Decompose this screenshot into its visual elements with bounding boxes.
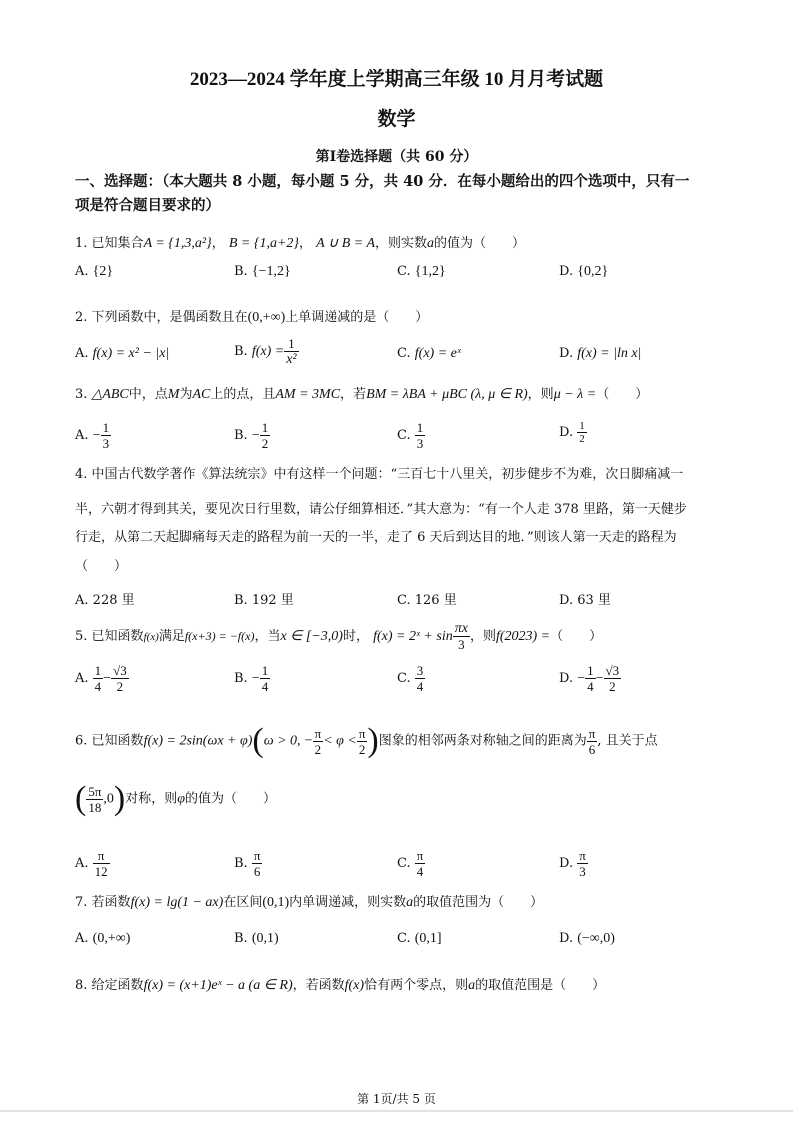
option-text: f(x) = x² − |x| — [92, 346, 170, 361]
option-c — [397, 346, 461, 362]
question-5 — [75, 621, 602, 652]
instruction-line-1: 一、选择题：（本大题共 8 小题，每小题 5 分，共 40 分．在每小题给出的四个选项中，只有一 — [75, 173, 690, 190]
option-label: D. — [559, 856, 574, 871]
option-a — [75, 848, 110, 879]
stem-text: 中，点 — [128, 387, 168, 402]
page-number: 第 1页/共 5 页 — [357, 1092, 436, 1106]
stem-text: ，则 — [469, 629, 496, 644]
denominator: 2 — [116, 679, 124, 694]
question-number: 2. — [75, 310, 88, 325]
math-expr: f(x) = 2sin(ωx + φ) — [143, 733, 253, 749]
math-expr: (0,1) — [262, 895, 290, 910]
denominator: x² — [286, 352, 297, 367]
option-d — [559, 589, 611, 608]
option-b — [234, 931, 279, 947]
numerator: √3 — [113, 663, 127, 678]
option-label: D. — [559, 593, 574, 608]
option-label: C. — [397, 931, 411, 946]
numerator: 1 — [261, 663, 269, 678]
question-4-line-3: 行走，从第二天起脚痛每天走的路程为前一天的一半，走了 6 天后到达目的地．”则该人第一天走的路程为 — [75, 530, 677, 545]
question-7 — [75, 891, 543, 911]
option-text: 192 里 — [251, 593, 294, 608]
math-expr: AC — [192, 387, 211, 402]
stem-text: ，若 — [340, 387, 367, 402]
stem-text: ，则实数 — [375, 236, 428, 251]
math-expr: a — [427, 236, 435, 251]
question-number: 7. — [75, 895, 88, 910]
option-label: C. — [397, 346, 411, 361]
math-expr: (0,+∞) — [247, 310, 286, 325]
math-expr: △ABC — [91, 387, 129, 402]
option-c — [397, 931, 442, 947]
sign: − — [251, 428, 260, 443]
question-4-line-2: 半，六朝才得到其关，要见次日行里数，请公仔细算相还．”其大意为：“有一个人走 378 里路，第一天健步 — [75, 502, 687, 517]
denominator: 4 — [416, 864, 424, 879]
option-label: D. — [559, 671, 574, 686]
option-text: {−1,2} — [251, 264, 291, 279]
option-label: D. — [559, 346, 574, 361]
option-d — [559, 346, 641, 362]
numerator: 1 — [284, 336, 298, 352]
option-text: f(x) = eˣ — [414, 346, 461, 361]
math-expr: f(x) = (x+1)eˣ − a (a ∈ R) — [143, 978, 293, 993]
option-label: C. — [397, 593, 411, 608]
option-label: B. — [234, 593, 248, 608]
instruction-line-2: 项是符合题目要求的） — [75, 197, 220, 214]
option-a — [75, 663, 129, 694]
option-label: C. — [397, 428, 411, 443]
stem-text: ， — [211, 236, 225, 251]
option-label: B. — [234, 344, 248, 359]
stem-text: 若函数 — [91, 895, 131, 910]
stem-text: 上单调递减的是（ ） — [285, 310, 429, 325]
question-number: 8. — [75, 978, 88, 993]
option-d — [559, 931, 615, 947]
option-label: A. — [75, 346, 89, 361]
stem-text: 图象的相邻两条对称轴之间的距离为 — [378, 733, 587, 749]
option-b — [234, 848, 262, 879]
option-label: C. — [397, 856, 411, 871]
math-expr: A ∪ B = A — [316, 236, 376, 251]
math-expr: f(x) — [143, 631, 159, 643]
option-label: B. — [234, 856, 248, 871]
stem-text: , 且关于点 — [597, 733, 658, 749]
option-c — [397, 589, 457, 608]
stem-text: 的值为（ ） — [185, 791, 277, 807]
stem-text: 的值为（ ） — [434, 236, 526, 251]
option-label: B. — [234, 428, 248, 443]
math-expr: BM = λBA + μBC (λ, μ ∈ R) — [366, 387, 528, 402]
numerator: 1 — [416, 420, 424, 435]
question-number: 5. — [75, 629, 88, 644]
math-expr: φ — [177, 791, 185, 807]
option-d — [559, 663, 621, 694]
denominator: 3 — [102, 436, 110, 451]
numerator: π — [579, 848, 586, 863]
stem-text: 对称，则 — [125, 791, 178, 807]
denominator: 3 — [579, 864, 586, 879]
math-expr: f(x) = 2ˣ + sin — [373, 629, 453, 644]
math-expr: a — [406, 895, 414, 910]
option-text: {1,2} — [414, 264, 446, 279]
math-expr: f(2023) = — [495, 629, 551, 644]
stem-text: 的取值范围是（ ） — [475, 978, 606, 993]
option-text: (−∞,0) — [577, 931, 615, 946]
denominator: 12 — [94, 864, 108, 879]
numerator: 1 — [102, 420, 110, 435]
option-b — [234, 336, 299, 367]
exam-title: 2023—2024 学年度上学期高三年级 10 月月考试题 — [189, 69, 604, 90]
option-d — [559, 420, 587, 445]
denominator: 4 — [416, 679, 424, 694]
question-2 — [75, 306, 428, 326]
operator: − — [103, 671, 112, 686]
sign: − — [92, 428, 101, 443]
option-text: (0,+∞) — [92, 931, 131, 946]
denominator: 4 — [587, 679, 594, 694]
stem-text: （ ） — [596, 387, 649, 402]
question-3 — [75, 383, 648, 403]
math-expr: M — [167, 387, 180, 402]
question-8 — [75, 974, 605, 994]
sign: − — [577, 671, 586, 686]
option-label: A. — [75, 856, 89, 871]
option-label: C. — [397, 264, 411, 279]
stem-text: 为 — [179, 387, 193, 402]
option-text: {2} — [92, 264, 114, 279]
option-c — [397, 848, 425, 879]
question-number: 4. — [75, 467, 88, 482]
option-text: {0,2} — [577, 264, 609, 279]
option-text: 228 里 — [92, 593, 135, 608]
denominator: 4 — [261, 679, 269, 694]
stem-text: 下列函数中，是偶函数且在 — [91, 310, 248, 325]
question-4-line-4: （ ） — [75, 559, 128, 574]
denominator: 3 — [416, 436, 424, 451]
stem-text: （ ） — [550, 629, 603, 644]
sign: − — [251, 671, 260, 686]
question-4 — [75, 463, 683, 482]
numerator: 1 — [587, 663, 594, 678]
option-a — [75, 931, 130, 947]
numerator: π — [588, 725, 596, 741]
math-expr: < φ < — [323, 733, 357, 749]
math-expr: f(x) = lg(1 − ax) — [130, 895, 224, 910]
stem-text: 时， — [342, 629, 369, 644]
option-label: A. — [75, 428, 89, 443]
question-number: 1. — [75, 236, 88, 251]
bottom-divider — [0, 1110, 793, 1112]
math-expr: f(x+3) = −f(x) — [184, 629, 255, 643]
numerator: 1 — [261, 420, 269, 435]
question-number: 6. — [75, 733, 88, 749]
option-label: A. — [75, 671, 89, 686]
numerator: π — [314, 725, 322, 741]
option-c — [397, 663, 425, 694]
stem-text: 满足 — [158, 629, 185, 644]
denominator: 6 — [588, 741, 596, 757]
option-text: f(x) = |ln x| — [577, 346, 642, 361]
question-number: 3. — [75, 387, 88, 402]
stem-text: 在区间 — [223, 895, 263, 910]
denominator: 2 — [358, 741, 366, 757]
option-label: D. — [559, 931, 574, 946]
option-b — [234, 264, 291, 280]
math-expr: B = {1,a+2} — [228, 236, 300, 251]
stem-text: 内单调递减，则实数 — [289, 895, 407, 910]
option-d — [559, 848, 588, 879]
option-text: f(x) = — [251, 344, 285, 359]
stem-text: 已知集合 — [91, 236, 144, 251]
option-label: D. — [559, 425, 574, 440]
denominator: 2 — [609, 679, 616, 694]
denominator: 3 — [458, 637, 465, 652]
denominator: 2 — [261, 436, 269, 451]
option-b — [234, 589, 294, 608]
option-text: (0,1] — [414, 931, 442, 946]
option-a — [75, 420, 111, 451]
stem-text: ，当 — [254, 629, 281, 644]
denominator: 18 — [88, 799, 102, 815]
option-label: A. — [75, 593, 89, 608]
stem-text: 已知函数 — [91, 629, 144, 644]
option-label: B. — [234, 671, 248, 686]
denominator: 2 — [579, 433, 585, 445]
numerator: πx — [454, 621, 468, 636]
stem-text: 恰有两个零点，则 — [364, 978, 469, 993]
stem-text: 已知函数 — [91, 733, 144, 749]
numerator: √3 — [605, 663, 620, 678]
denominator: 2 — [314, 741, 322, 757]
option-c — [397, 264, 446, 280]
math-expr: AM = 3MC — [275, 387, 341, 402]
numerator: π — [416, 848, 424, 863]
subject-title: 数学 — [377, 108, 416, 130]
stem-line: 中国古代数学著作《算法统宗》中有这样一个问题：“三百七十八里关，初步健步不为难，次日脚痛减一 — [91, 467, 684, 482]
stem-text: 给定函数 — [91, 978, 144, 993]
option-label: A. — [75, 264, 89, 279]
option-label: C. — [397, 671, 411, 686]
math-expr: A = {1,3,a²} — [143, 236, 212, 251]
math-expr: f(x) — [344, 978, 365, 993]
math-expr: μ − λ = — [553, 387, 597, 402]
math-expr: x ∈ [−3,0) — [280, 629, 343, 644]
option-text: 63 里 — [577, 593, 611, 608]
numerator: π — [358, 725, 366, 741]
numerator: π — [93, 848, 110, 864]
option-label: B. — [234, 264, 248, 279]
option-c — [397, 420, 425, 451]
option-a — [75, 264, 113, 280]
option-d — [559, 264, 608, 280]
question-1 — [75, 232, 525, 252]
stem-text: 上的点，且 — [210, 387, 276, 402]
question-6-line-2: ( $\frac{5\pi}{18}$ ,0)对称，则φ的值为（ ） — [75, 780, 277, 817]
option-label: A. — [75, 931, 89, 946]
option-a — [75, 346, 169, 362]
numerator: 1 — [579, 420, 585, 432]
option-a — [75, 589, 135, 608]
operator: − — [595, 671, 604, 686]
math-expr: a — [468, 978, 476, 993]
numerator: π — [253, 848, 261, 863]
denominator: 6 — [253, 864, 261, 879]
option-text: (0,1) — [251, 931, 279, 946]
option-b — [234, 663, 270, 694]
numerator: 1 — [94, 663, 102, 678]
numerator: 3 — [416, 663, 424, 678]
option-b — [234, 420, 270, 451]
denominator: 4 — [94, 679, 102, 694]
stem-text: ，若函数 — [292, 978, 345, 993]
numerator: 5π — [88, 783, 102, 799]
stem-text: 的取值范围为（ ） — [413, 895, 544, 910]
stem-text: ， — [299, 236, 313, 251]
section-heading: 第Ⅰ卷选择题（共 60 分） — [315, 149, 478, 165]
option-text: 126 里 — [414, 593, 457, 608]
stem-text: ，则 — [527, 387, 554, 402]
math-expr: ,0 — [103, 791, 114, 807]
option-label: D. — [559, 264, 574, 279]
question-6: 6. 已知函数f(x) = 2sin(ωx + φ)(ω > 0, − $\frac{\pi}{2}$ < φ < $\frac{\pi}{2}$ )图象的相邻两条对称轴之间的距离为 $\frac{\pi}{6}$ , 且关于点 — [75, 722, 658, 759]
math-expr: ω > 0, — [263, 733, 301, 749]
option-label: B. — [234, 931, 248, 946]
